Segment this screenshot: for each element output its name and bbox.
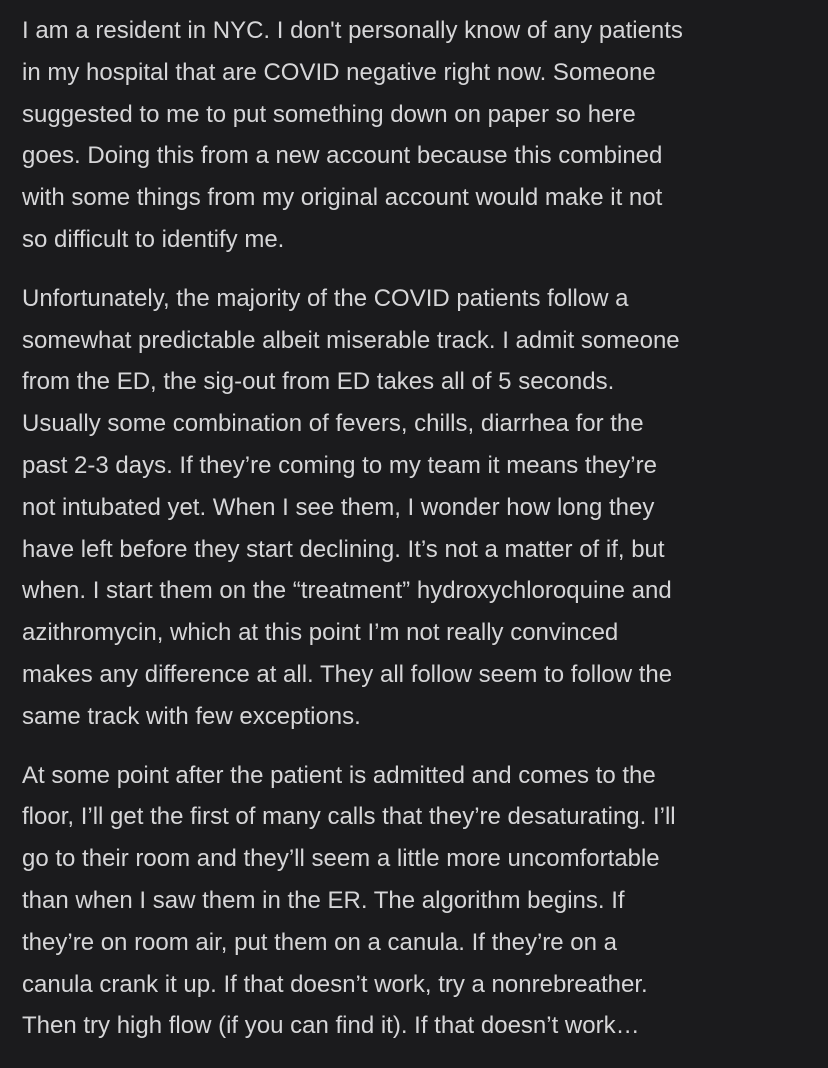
- text-line: when. I start them on the “treatment” hydroxychloroquine and: [22, 577, 672, 605]
- text-line: I am a resident in NYC. I don't personally know of any patients: [22, 17, 683, 44]
- text-line: go to their room and they’ll seem a little more uncomfortable: [22, 845, 660, 873]
- text-line: Usually some combination of fevers, chills, diarrhea for the: [22, 410, 644, 438]
- text-line: goes. Doing this from a new account because this combined: [22, 142, 663, 170]
- text-line: than when I saw them in the ER. The algorithm begins. If: [22, 886, 625, 914]
- text-line: Unfortunately, the majority of the COVID patients follow a: [22, 284, 629, 312]
- text-line: suggested to me to put something down on paper so here: [22, 100, 636, 128]
- text-line: At some point after the patient is admitted and comes to the: [22, 761, 656, 789]
- paragraph-algorithm: [22, 755, 814, 1048]
- text-line: past 2-3 days. If they’re coming to my team it means they’re: [22, 451, 657, 479]
- text-line: makes any difference at all. They all follow seem to follow the: [22, 660, 673, 688]
- text-line: have left before they start declining. It’s not a matter of if, but: [22, 535, 665, 563]
- paragraph-patient-track: [22, 278, 814, 738]
- paragraph-spacer: [22, 738, 814, 755]
- text-line: same track with few exceptions.: [22, 702, 361, 730]
- text-line: in my hospital that are COVID negative right now. Someone: [22, 58, 656, 86]
- paragraph-intro: [22, 10, 814, 261]
- text-line: azithromycin, which at this point I’m not really convinced: [22, 619, 619, 647]
- post-body: [22, 10, 814, 1047]
- text-line: they’re on room air, put them on a canula. If they’re on a: [22, 928, 618, 956]
- text-line: Then try high flow (if you can find it). If that doesn’t work…: [22, 1012, 640, 1040]
- text-line: somewhat predictable albeit miserable track. I admit someone: [22, 326, 680, 354]
- text-line: not intubated yet. When I see them, I wonder how long they: [22, 493, 655, 521]
- text-line: so difficult to identify me.: [22, 225, 285, 253]
- text-line: from the ED, the sig-out from ED takes all of 5 seconds.: [22, 368, 615, 396]
- text-line: floor, I’ll get the first of many calls that they’re desaturating. I’ll: [22, 803, 676, 831]
- text-line: canula crank it up. If that doesn’t work, try a nonrebreather.: [22, 970, 648, 998]
- paragraph-spacer: [22, 261, 814, 278]
- text-line: with some things from my original account would make it not: [22, 184, 663, 212]
